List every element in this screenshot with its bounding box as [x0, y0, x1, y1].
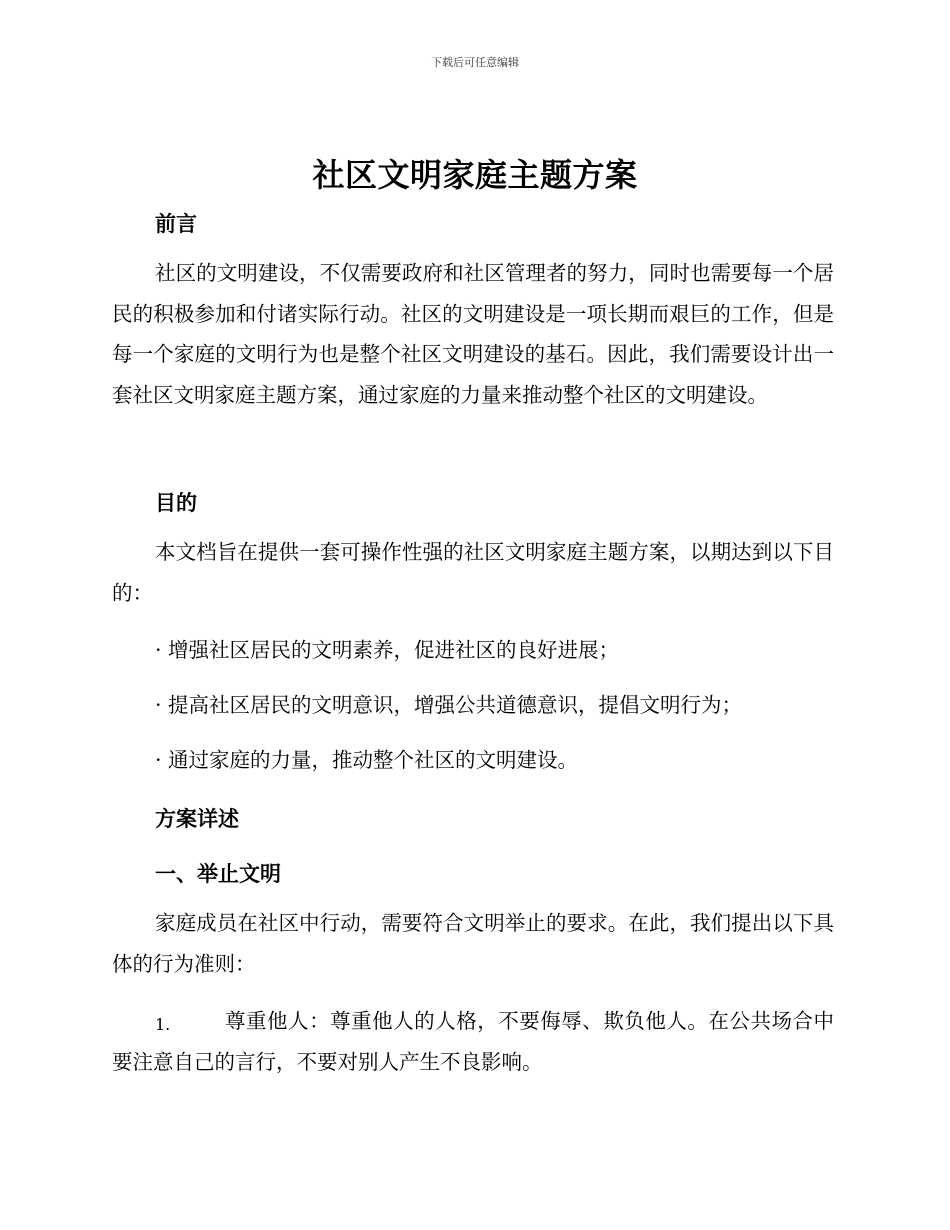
- bullet-item-3: · 通过家庭的力量，推动整个社区的文明建设。: [155, 748, 579, 772]
- heading-preface: 前言: [155, 212, 197, 236]
- heading-detail: 方案详述: [155, 807, 239, 831]
- paragraph-sub-1: 家庭成员在社区中行动，需要符合文明举止的要求。在此，我们提出以下具体的行为准则：: [112, 911, 834, 976]
- heading-purpose: 目的: [155, 491, 197, 515]
- numbered-item-1-number: 1.: [155, 1015, 171, 1034]
- paragraph-purpose: 本文档旨在提供一套可操作性强的社区文明家庭主题方案，以期达到以下目的：: [112, 540, 834, 605]
- document-title: 社区文明家庭主题方案: [312, 156, 638, 194]
- numbered-item-1-text: 尊重他人：尊重他人的人格，不要侮辱、欺负他人。在公共场合中要注意自己的言行，不要对别人产生不良影响。: [112, 1009, 834, 1074]
- page-header-note: 下载后可任意编辑: [431, 56, 519, 69]
- heading-sub-1: 一、举止文明: [155, 862, 281, 886]
- paragraph-preface: 社区的文明建设，不仅需要政府和社区管理者的努力，同时也需要每一个居民的积极参加和付诸实际行动。社区的文明建设是一项长期而艰巨的工作，但是每一个家庭的文明行为也是整个社区文明建设的基石。因此，我们需要设计出一套社区文明家庭主题方案，通过家庭的力量来推动整个社区的文明建设。: [112, 261, 834, 407]
- bullet-item-1: · 增强社区居民的文明素养，促进社区的良好进展；: [155, 638, 620, 662]
- bullet-item-2: · 提高社区居民的文明意识，增强公共道德意识，提倡文明行为；: [155, 693, 743, 717]
